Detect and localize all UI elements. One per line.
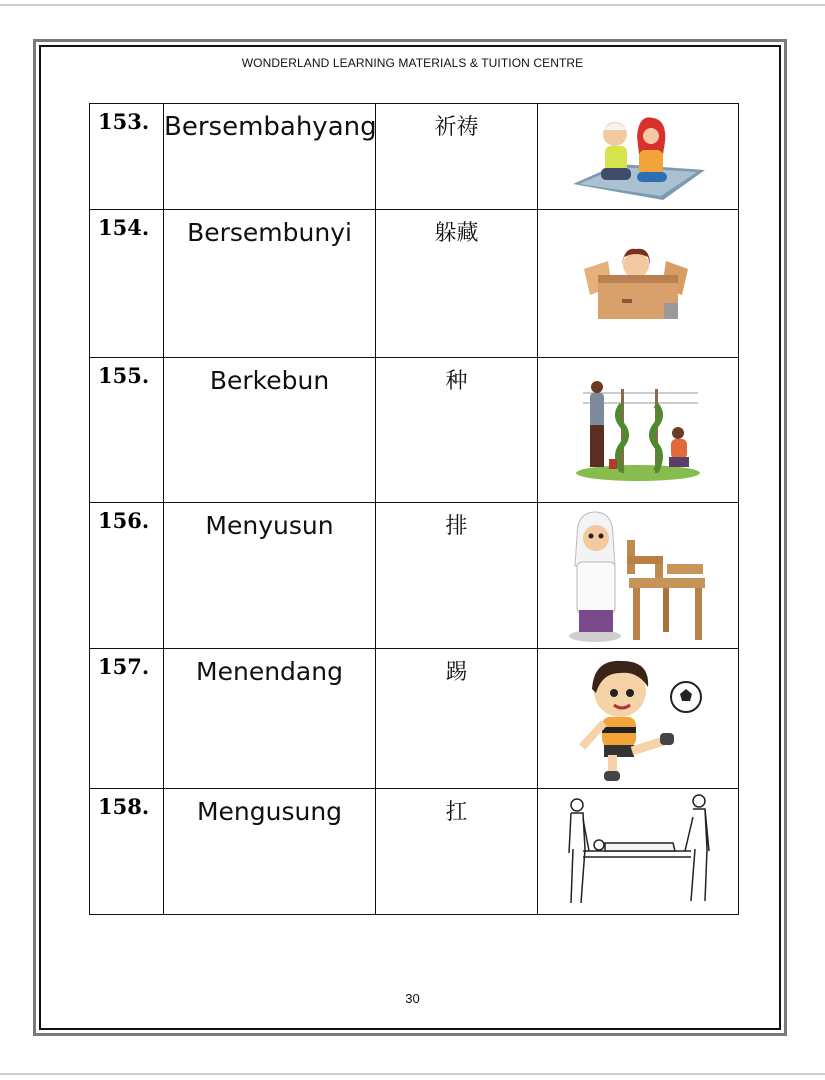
top-divider [0, 4, 825, 6]
malay-word: Menyusun [164, 503, 376, 649]
row-number: 154. [90, 210, 164, 358]
table-row [90, 649, 739, 789]
illustration-cell [538, 358, 739, 503]
row-number: 157. [90, 649, 164, 789]
kicking-ball-icon [568, 653, 708, 785]
malay-word: Bersembahyang [164, 104, 376, 210]
table-row [90, 503, 739, 649]
chinese-word: 祈祷 [376, 104, 538, 210]
illustration-cell [538, 649, 739, 789]
page-number: 30 [405, 991, 420, 1006]
bottom-divider [0, 1073, 825, 1075]
gardening-icon [573, 375, 703, 485]
hiding-in-box-icon [578, 239, 698, 329]
row-number: 155. [90, 358, 164, 503]
chinese-word: 躲藏 [376, 210, 538, 358]
vocabulary-table [89, 103, 739, 915]
row-number: 156. [90, 503, 164, 649]
malay-word: Berkebun [164, 358, 376, 503]
illustration-cell [538, 789, 739, 915]
malay-word: Menendang [164, 649, 376, 789]
table-row [90, 210, 739, 358]
page-header: WONDERLAND LEARNING MATERIALS & TUITION CENTRE [241, 56, 584, 70]
row-number: 153. [90, 104, 164, 210]
illustration-cell [538, 104, 739, 210]
illustration-cell [538, 210, 739, 358]
chinese-word: 踢 [376, 649, 538, 789]
malay-word: Mengusung [164, 789, 376, 915]
chinese-word: 扛 [376, 789, 538, 915]
chinese-word: 种 [376, 358, 538, 503]
table-row [90, 358, 739, 503]
carrying-stretcher-icon [563, 793, 713, 911]
praying-children-icon [563, 112, 713, 202]
arranging-chairs-icon [563, 506, 713, 646]
malay-word: Bersembunyi [164, 210, 376, 358]
illustration-cell [538, 503, 739, 649]
row-number: 158. [90, 789, 164, 915]
chinese-word: 排 [376, 503, 538, 649]
table-row [90, 104, 739, 210]
table-row [90, 789, 739, 915]
